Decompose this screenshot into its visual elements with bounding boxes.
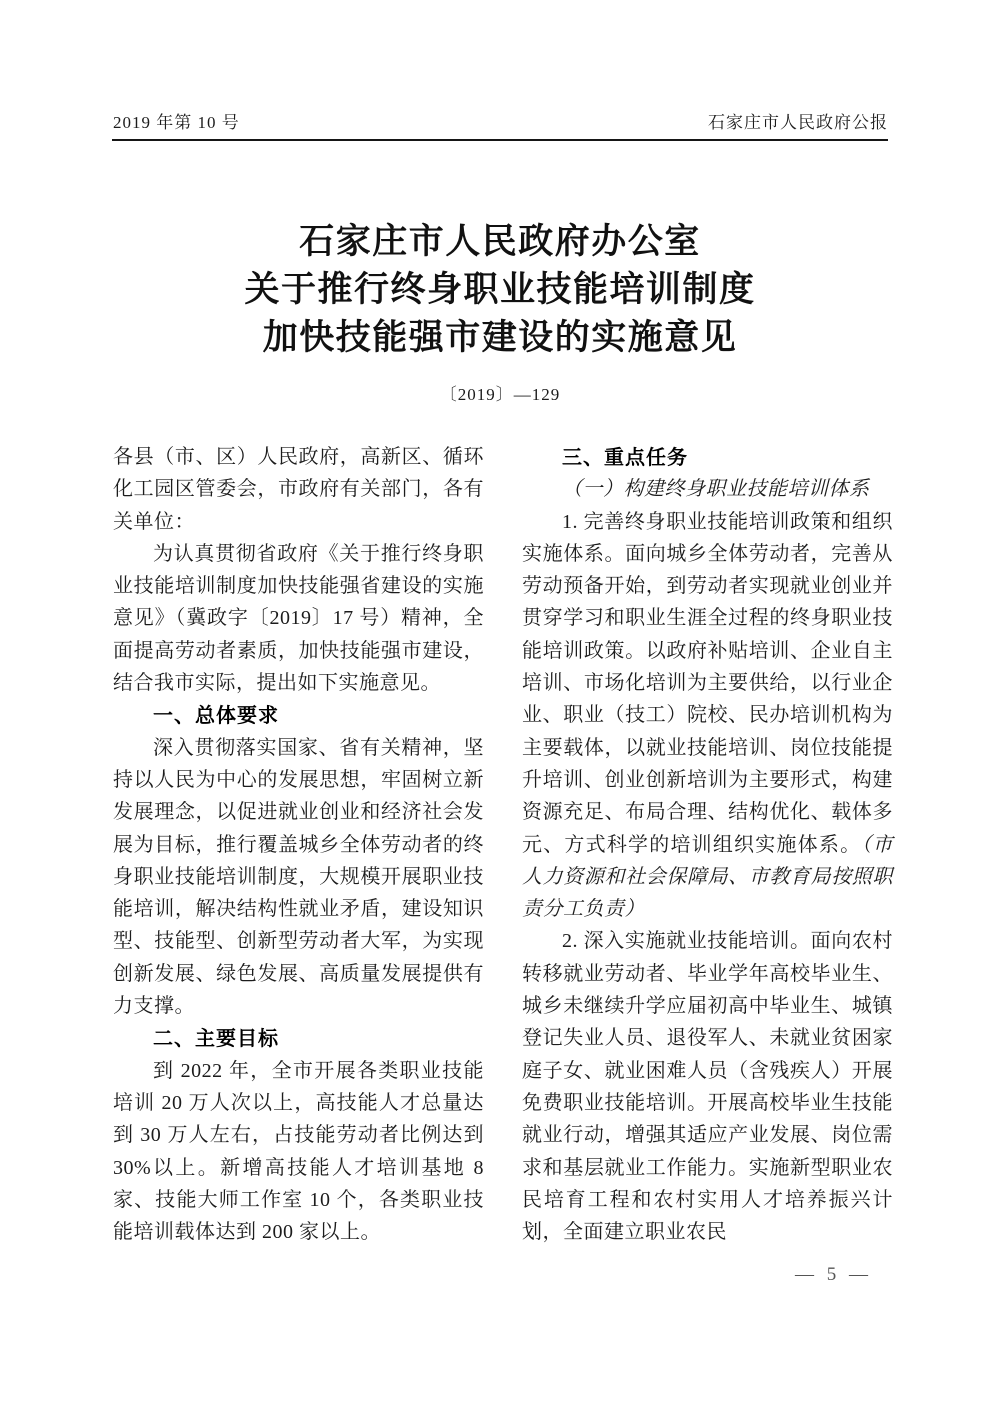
body-paragraph <box>522 925 893 1248</box>
text-run: 各县（市、区）人民政府，高新区、循环化工园区管委会，市政府有关部门，各有关单位： <box>113 446 484 533</box>
title-line-1: 石家庄市人民政府办公室 <box>299 222 701 261</box>
body-paragraph <box>522 506 893 926</box>
body-paragraph <box>113 538 484 699</box>
issue-number: 2019 年第 10 号 <box>113 113 240 132</box>
title-line-2: 关于推行终身职业技能培训制度 <box>244 270 756 309</box>
salutation-paragraph <box>113 441 484 538</box>
header-rule <box>112 139 888 141</box>
text-run: 三、重点任务 <box>562 445 688 469</box>
text-run: 二、主要目标 <box>153 1026 279 1051</box>
left-column <box>113 441 484 1248</box>
title-line-3: 加快技能强市建设的实施意见 <box>262 318 738 357</box>
page-number: — 5 — <box>795 1264 872 1285</box>
section-heading <box>113 699 484 731</box>
text-run: 一、总体要求 <box>153 703 279 728</box>
body-paragraph <box>113 1055 484 1249</box>
text-run: 为认真贯彻省政府《关于推行终身职业技能培训制度加快技能强省建设的实施意见》（冀政字〔2019〕17 号）精神，全面提高劳动者素质，加快技能强市建设，结合我市实际，提出如下实施意见。 <box>113 542 484 695</box>
right-column <box>522 441 893 1248</box>
text-run: 到 2022 年，全市开展各类职业技能培训 20 万人次以上，高技能人才总量达到 30 万人左右，占技能劳动者比例达到 30%以上。新增高技能人才培训基地 8 家、技能大师工作室 10 个，各类职业技能培训载体达到 200 家以上。 <box>113 1059 484 1244</box>
page-header <box>113 112 888 134</box>
text-run: （一）构建终身职业技能培训体系 <box>562 478 870 501</box>
responsibility-note: （市人力资源和社会保障局、市教育局按照职责分工负责） <box>522 833 894 921</box>
section-heading <box>522 441 893 473</box>
text-run: 深入贯彻落实国家、省有关精神，坚持以人民为中心的发展思想，牢固树立新发展理念，以促进就业创业和经济社会发展为目标，推行覆盖城乡全体劳动者的终身职业技能培训制度，大规模开展职业技能培训，解决结构性就业矛盾，建设知识型、技能型、创新型劳动者大军，为实现创新发展、绿色发展、高质量发展提供有力支撑。 <box>113 736 484 1018</box>
sub-section-heading <box>522 473 893 505</box>
document-number: 〔2019〕—129 <box>439 385 561 404</box>
document-title <box>0 218 1000 362</box>
body-columns <box>113 441 893 1248</box>
text-run: 2. 深入实施就业技能培训。面向农村转移就业劳动者、毕业学年高校毕业生、城乡未继续升学应届初高中毕业生、城镇登记失业人员、退役军人、未就业贫困家庭子女、就业困难人员（含残疾人）开展免费职业技能培训。开展高校毕业生技能就业行动，增强其适应产业发展、岗位需求和基层就业工作能力。实施新型职业农民培育工程和农村实用人才培养振兴计划，全面建立职业农民 <box>522 930 893 1244</box>
gazette-name: 石家庄市人民政府公报 <box>708 113 888 132</box>
body-paragraph <box>113 732 484 1023</box>
section-heading <box>113 1022 484 1054</box>
text-run: 1. 完善终身职业技能培训政策和组织实施体系。面向城乡全体劳动者，完善从劳动预备开始，到劳动者实现就业创业并贯穿学习和职业生涯全过程的终身职业技能培训政策。以政府补贴培训、企业自主培训、市场化培训为主要供给，以行业企业、职业（技工）院校、民办培训机构为主要载体，以就业技能培训、岗位技能提升培训、创业创新培训为主要形式，构建资源充足、布局合理、结构优化、载体多元、方式科学的培训组织实施体系。 <box>522 510 893 856</box>
